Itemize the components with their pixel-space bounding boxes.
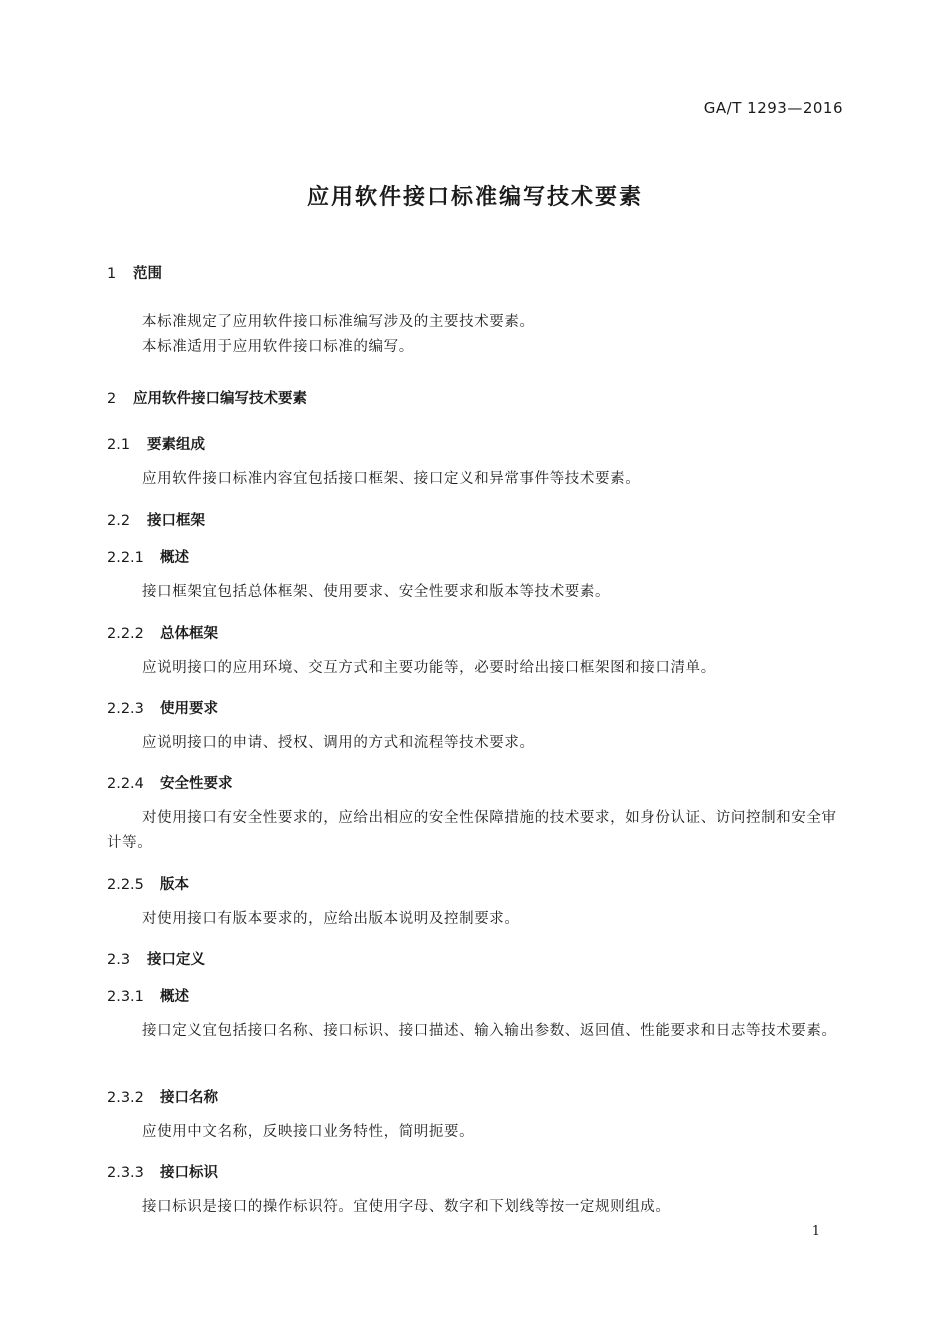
section-heading-2-1 xyxy=(107,433,205,454)
paragraph: 应使用中文名称，反映接口业务特性，简明扼要。 xyxy=(142,1124,475,1140)
section-title: 概述 xyxy=(160,989,189,1005)
section-number: 2.2.1 xyxy=(107,550,144,566)
document-title: 应用软件接口标准编写技术要素 xyxy=(306,185,643,210)
paragraph: 应说明接口的应用环境、交互方式和主要功能等，必要时给出接口框架图和接口清单。 xyxy=(142,660,716,676)
section-heading-2-2-5 xyxy=(107,873,189,894)
section-title: 概述 xyxy=(160,550,189,566)
section-number: 2.2.4 xyxy=(107,776,144,792)
section-title: 安全性要求 xyxy=(160,776,233,792)
page-number: 1 xyxy=(811,1224,820,1239)
section-title: 接口框架 xyxy=(147,513,205,529)
paragraph: 接口标识是接口的操作标识符。宜使用字母、数字和下划线等按一定规则组成。 xyxy=(142,1199,671,1215)
section-heading-2-3-3 xyxy=(107,1161,218,1182)
section-number: 2.2.5 xyxy=(107,877,144,893)
section-title: 接口标识 xyxy=(160,1165,218,1181)
section-heading-2-2-4 xyxy=(107,772,233,793)
section-title: 应用软件接口编写技术要素 xyxy=(133,391,307,407)
section-number: 2.2.3 xyxy=(107,701,144,717)
section-heading-2-2-3 xyxy=(107,697,218,718)
section-heading-2-3 xyxy=(107,948,205,969)
section-number: 2.3 xyxy=(107,952,131,968)
section-number: 2.3.3 xyxy=(107,1165,144,1181)
section-heading-2-2 xyxy=(107,509,205,530)
paragraph: 本标准规定了应用软件接口标准编写涉及的主要技术要素。 xyxy=(142,314,535,330)
section-number: 2.1 xyxy=(107,437,131,453)
paragraph: 接口定义宜包括接口名称、接口标识、接口描述、输入输出参数、返回值、性能要求和日志等技术要素。 xyxy=(142,1023,837,1039)
section-number: 2.2.2 xyxy=(107,626,144,642)
section-number: 1 xyxy=(107,266,117,282)
paragraph: 应说明接口的申请、授权、调用的方式和流程等技术要求。 xyxy=(142,735,535,751)
section-heading-2-2-2 xyxy=(107,622,218,643)
section-title: 使用要求 xyxy=(160,701,218,717)
paragraph: 接口框架宜包括总体框架、使用要求、安全性要求和版本等技术要素。 xyxy=(142,584,611,600)
section-title: 接口定义 xyxy=(147,952,205,968)
paragraph: 对使用接口有版本要求的，应给出版本说明及控制要求。 xyxy=(142,911,520,927)
document-code: GA/T 1293—2016 xyxy=(703,99,843,117)
paragraph: 对使用接口有安全性要求的，应给出相应的安全性保障措施的技术要求，如身份认证、访问控制和安全审计等。 xyxy=(107,810,837,851)
paragraph: 应用软件接口标准内容宜包括接口框架、接口定义和异常事件等技术要素。 xyxy=(142,471,641,487)
section-heading-2 xyxy=(107,387,307,408)
section-heading-2-3-2 xyxy=(107,1086,218,1107)
section-heading-2-2-1 xyxy=(107,546,189,567)
section-title: 总体框架 xyxy=(160,626,218,642)
section-heading-1 xyxy=(107,262,162,283)
section-heading-2-3-1 xyxy=(107,985,189,1006)
section-title: 版本 xyxy=(160,877,189,893)
section-title: 接口名称 xyxy=(160,1090,218,1106)
section-number: 2.3.2 xyxy=(107,1090,144,1106)
paragraph: 本标准适用于应用软件接口标准的编写。 xyxy=(142,339,414,355)
section-number: 2 xyxy=(107,391,117,407)
section-title: 要素组成 xyxy=(147,437,205,453)
section-number: 2.2 xyxy=(107,513,131,529)
section-number: 2.3.1 xyxy=(107,989,144,1005)
section-title: 范围 xyxy=(133,266,162,282)
